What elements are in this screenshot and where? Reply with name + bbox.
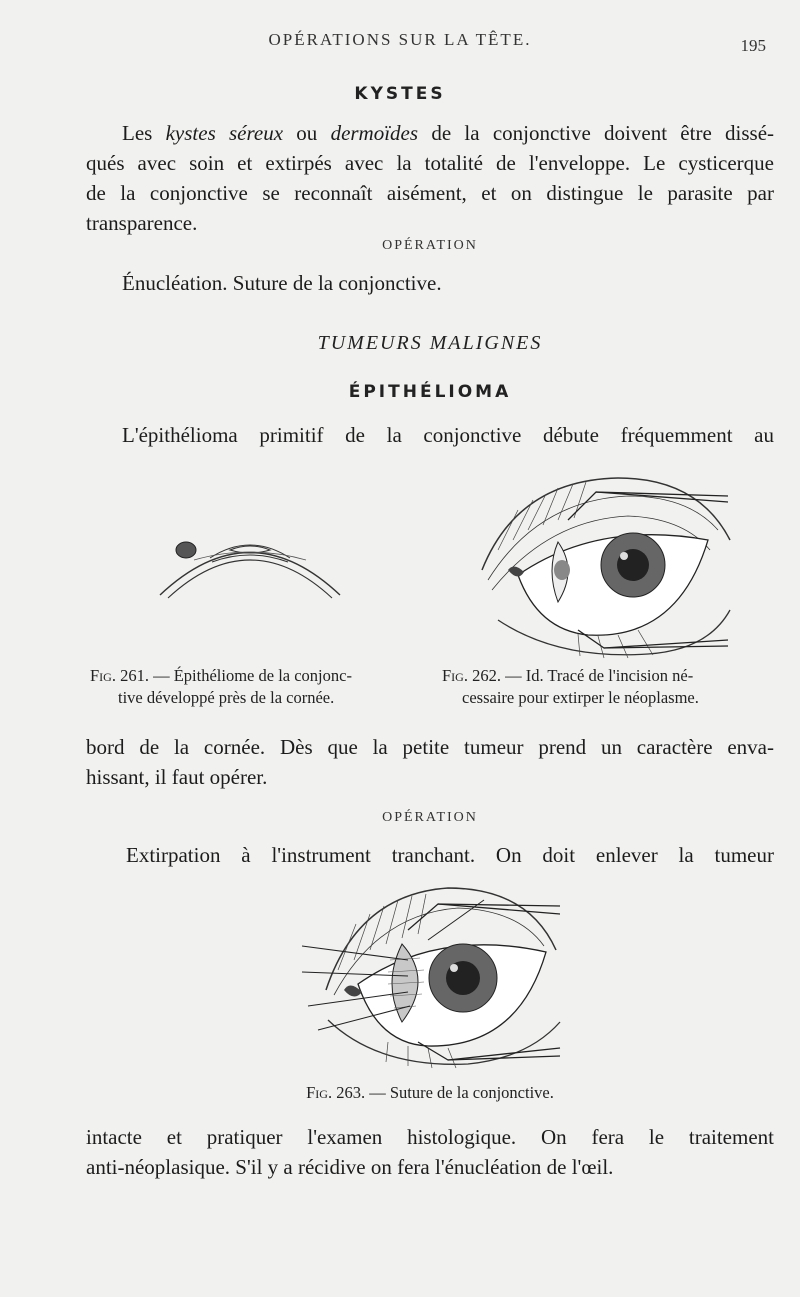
figure-263-caption (0, 1082, 800, 1104)
figure-261-illustration (150, 520, 350, 600)
continuation-line-1: bord de la cornée. Dès que la petite tumeur prend un caractère enva- (86, 735, 774, 759)
figure-262-caption (442, 665, 782, 709)
figure-261-caption-line2: tive développé près de la cornée. (118, 688, 335, 707)
continuation-paragraph (86, 732, 774, 792)
kystes-operation-text: Énucléation. Suture de la conjonctive. (122, 271, 442, 295)
kystes-term-kystes-sereux: kystes séreux (165, 121, 284, 145)
continuation-operation-line: Extirpation à l'instrument tranchant. On doit enlever la tumeur (126, 843, 774, 867)
section-heading-tumeurs-malignes: TUMEURS MALIGNES (317, 332, 543, 354)
kystes-line-2: qués avec soin et extirpés avec la totalité de l'enveloppe. Le cysticerque (86, 151, 774, 175)
figure-263-illustration (298, 880, 566, 1070)
kystes-operation-label: OPÉRATION (382, 238, 478, 253)
kystes-paragraph (86, 118, 774, 238)
kystes-line-1-seg-0: Les (122, 121, 166, 145)
epithelioma-intro-line: L'épithélioma primitif de la conjonctive débute fréquemment au (122, 423, 774, 447)
section-heading-kystes: KYSTES (354, 84, 446, 104)
figure-262-label: Fig. 262. (442, 666, 501, 685)
continuation-operation-label: OPÉRATION (382, 810, 478, 825)
closing-line-2: anti-néoplasique. S'il y a récidive on fera l'énucléation de l'œil. (86, 1155, 614, 1179)
kystes-term-dermoides: dermoïdes (330, 121, 419, 145)
page-number: 195 (740, 36, 766, 55)
closing-paragraph (86, 1122, 774, 1182)
continuation-operation-paragraph (86, 840, 774, 870)
figure-262-caption-line1: — Id. Tracé de l'incision né- (500, 666, 694, 685)
kystes-line-1-seg-2: ou (283, 121, 331, 145)
figure-262-caption-line2: cessaire pour extirper le néoplasme. (462, 688, 699, 707)
continuation-line-2: hissant, il faut opérer. (86, 765, 268, 789)
running-head: OPÉRATIONS SUR LA TÊTE. (268, 30, 532, 49)
figure-262-illustration (478, 470, 736, 660)
figure-263-label: Fig. 263. (306, 1083, 366, 1102)
kystes-line-1-seg-4: de la conjonctive doivent être dissé- (418, 121, 775, 145)
kystes-line-4: transparence. (86, 211, 198, 235)
figure-261-caption-line1: — Épithéliome de la conjonc- (148, 666, 352, 685)
figure-263-caption-text: — Suture de la conjonctive. (365, 1083, 554, 1102)
figure-261-caption (90, 665, 430, 709)
kystes-line-1 (86, 118, 774, 148)
kystes-line-3: de la conjonctive se reconnaît aisément, et on distingue le parasite par (86, 181, 774, 205)
epithelioma-intro (86, 420, 774, 450)
closing-line-1: intacte et pratiquer l'examen histologique. On fera le traitement (86, 1125, 774, 1149)
figure-261-label: Fig. 261. (90, 666, 149, 685)
subheading-epithelioma: ÉPITHÉLIOMA (348, 382, 512, 402)
